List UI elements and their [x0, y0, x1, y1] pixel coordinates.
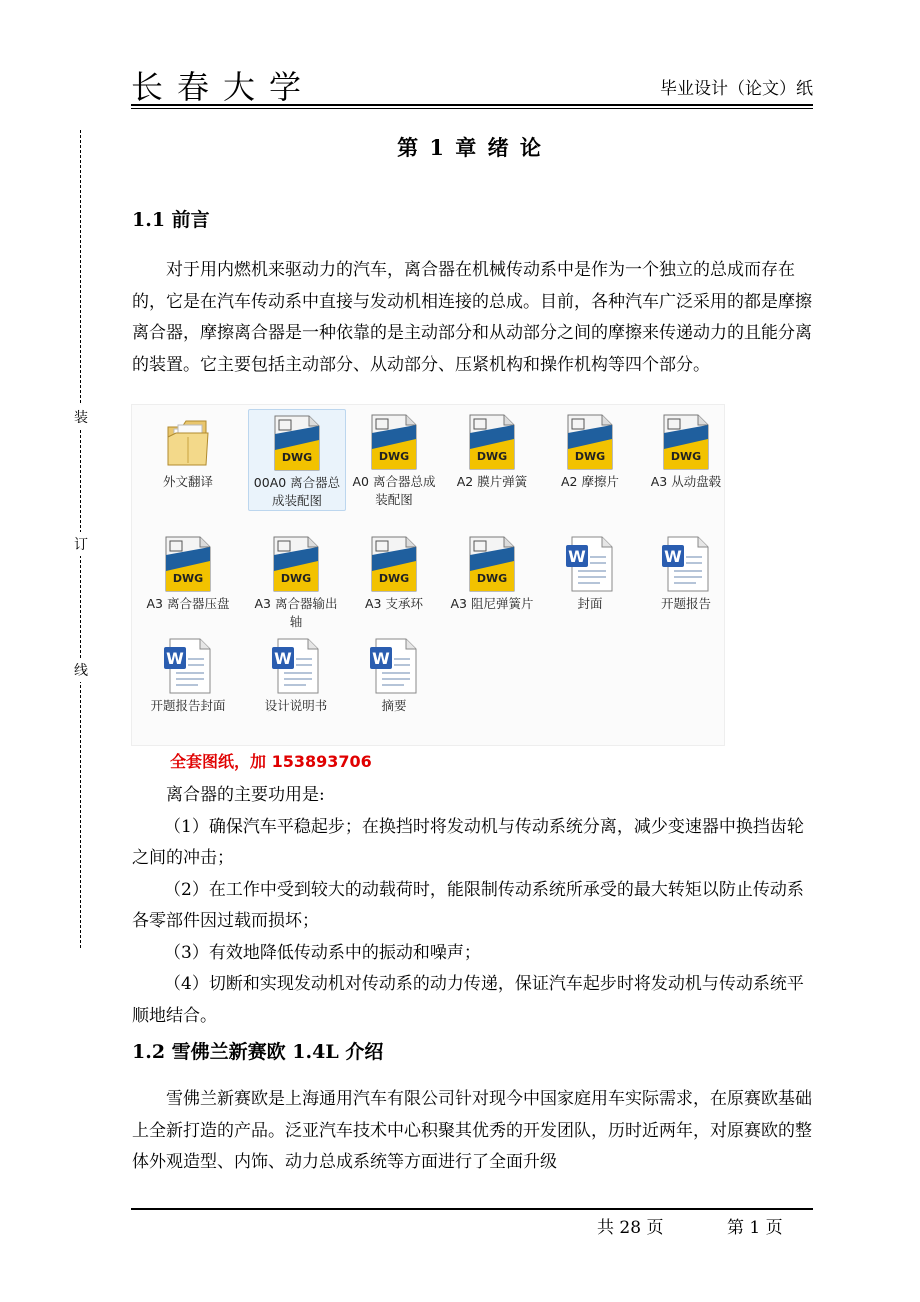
dwg-file-icon	[466, 535, 518, 593]
svg-text:W: W	[664, 547, 682, 566]
functions-intro: 离合器的主要功用是:	[166, 785, 325, 805]
university-name: 长春大学	[131, 68, 316, 106]
dwg-badge: DWG	[378, 450, 410, 463]
file-name: 开题报告封面	[150, 698, 226, 713]
word-doc-icon	[564, 535, 616, 593]
dwg-badge: DWG	[476, 572, 508, 585]
binding-char-zhuang: 装	[72, 405, 90, 429]
binding-char-ding: 订	[72, 532, 90, 556]
dwg-file-icon	[368, 413, 420, 471]
file-name: A3 从动盘毂	[650, 474, 722, 489]
dwg-file-icon	[162, 535, 214, 593]
function-item-4: （4）切断和实现发动机对传动系的动力传递，保证汽车起步时将发动机与传动系统平顺地结合。	[132, 974, 804, 1026]
file-item[interactable]	[248, 531, 344, 631]
file-item[interactable]	[140, 531, 236, 613]
file-item[interactable]	[140, 409, 236, 491]
dwg-file-icon	[270, 535, 322, 593]
dwg-badge: DWG	[281, 451, 313, 464]
file-name: A2 膜片弹簧	[456, 474, 528, 489]
function-item-3: （3）有效地降低传动系中的振动和噪声；	[164, 942, 481, 963]
file-name: A3 离合器输出轴	[254, 596, 338, 629]
function-item-1: （1）确保汽车平稳起步；在换挡时将发动机与传动系统分离，减少变速器中换挡齿轮之间的冲击；	[132, 816, 804, 868]
file-explorer-grid	[131, 404, 725, 746]
file-name: 开题报告	[660, 596, 711, 611]
binding-char-xian: 线	[72, 658, 90, 682]
function-item-2: （2）在工作中受到较大的动载荷时，能限制传动系统所承受的最大转矩以防止传动系各零部件因过载而损坏；	[132, 879, 804, 931]
file-name: 外文翻译	[162, 474, 213, 489]
paragraph: 雪佛兰新赛欧是上海通用汽车有限公司针对现今中国家庭用车实际需求，在原赛欧基础上全新打造的产品。泛亚汽车技术中心积聚其优秀的开发团队，历时近两年，对原赛欧的整体外观造型、内饰、动力总成系统等方面进行了全面升级	[132, 1089, 812, 1172]
file-item[interactable]	[248, 633, 344, 715]
promo-text: 全套图纸，加 153893706	[170, 752, 372, 771]
chapter-title: 第 1 章 绪 论	[397, 135, 543, 160]
file-name: 设计说明书	[264, 698, 328, 713]
word-doc-icon	[162, 637, 214, 695]
dwg-file-icon	[368, 535, 420, 593]
word-doc-icon	[660, 535, 712, 593]
dwg-file-icon	[564, 413, 616, 471]
file-name: 00A0 离合器总成装配图	[253, 475, 341, 508]
file-item[interactable]	[346, 531, 442, 613]
file-item[interactable]	[638, 531, 734, 613]
header-rule-thin	[131, 108, 813, 109]
document-type: 毕业设计（论文）纸	[660, 79, 813, 99]
file-name: A3 支承环	[365, 596, 423, 611]
file-name: 封面	[577, 596, 603, 611]
svg-text:W: W	[166, 649, 184, 668]
word-doc-icon	[270, 637, 322, 695]
header-rule	[131, 104, 813, 106]
word-doc-icon	[368, 637, 420, 695]
dwg-badge: DWG	[378, 572, 410, 585]
paragraph: 对于用内燃机来驱动力的汽车，离合器在机械传动系中是作为一个独立的总成而存在的，它是在汽车传动系中直接与发动机相连接的总成。目前，各种汽车广泛采用的都是摩擦离合器，摩擦离合器是一种依靠的是主动部分和从动部分之间的摩擦来传递动力的且能分离的装置。它主要包括主动部分、从动部分、压紧机构和操作机构等四个部分。	[132, 260, 812, 375]
folder-icon	[162, 413, 214, 471]
section-1-1-body	[132, 255, 816, 381]
file-item[interactable]	[542, 531, 638, 613]
file-name: 摘要	[381, 698, 407, 713]
functions-list	[132, 780, 816, 1032]
file-name: A3 离合器压盘	[146, 596, 230, 611]
dwg-badge: DWG	[574, 450, 606, 463]
dwg-file-icon	[660, 413, 712, 471]
dwg-badge: DWG	[172, 572, 204, 585]
file-item[interactable]	[444, 531, 540, 613]
dwg-file-icon	[466, 413, 518, 471]
dwg-badge: DWG	[476, 450, 508, 463]
total-pages: 共 28 页	[597, 1218, 664, 1238]
file-item[interactable]	[444, 409, 540, 491]
dwg-badge: DWG	[280, 572, 312, 585]
dwg-badge: DWG	[670, 450, 702, 463]
svg-text:W: W	[274, 649, 292, 668]
svg-text:W: W	[372, 649, 390, 668]
section-heading-1-2: 1.2 雪佛兰新赛欧 1.4L 介绍	[132, 1041, 384, 1063]
file-item[interactable]	[638, 409, 734, 491]
file-item[interactable]	[346, 409, 442, 509]
file-item[interactable]	[248, 409, 346, 511]
section-1-2-body	[132, 1084, 816, 1179]
file-name: A3 阻尼弹簧片	[450, 596, 534, 611]
svg-text:W: W	[568, 547, 586, 566]
file-name: A0 离合器总成装配图	[352, 474, 436, 507]
file-item[interactable]	[140, 633, 236, 715]
file-name: A2 摩擦片	[561, 474, 619, 489]
file-item[interactable]	[346, 633, 442, 715]
page-number: 第 1 页	[727, 1218, 783, 1238]
footer-rule	[131, 1208, 813, 1210]
section-heading-1-1: 1.1 前言	[132, 209, 210, 231]
file-item[interactable]	[542, 409, 638, 491]
dwg-file-icon	[271, 414, 323, 472]
